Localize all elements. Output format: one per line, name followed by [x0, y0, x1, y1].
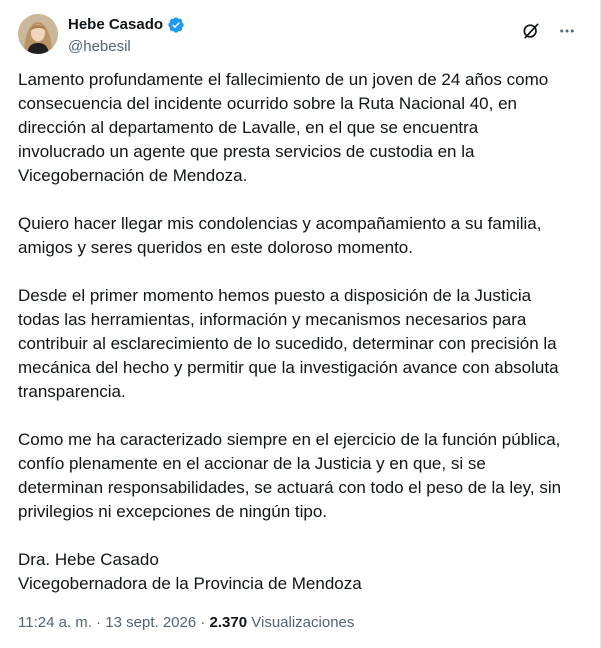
meta-separator: ·: [96, 614, 102, 631]
text-line: privilegios ni excepciones de ningún tipo.: [18, 502, 328, 521]
author-block: [68, 15, 185, 57]
text-line: contribuir al esclarecimiento de lo sucedido, determinar con precisión la: [18, 334, 557, 353]
signature-name: Dra. Hebe Casado: [18, 550, 159, 569]
author-handle[interactable]: @hebesil: [68, 38, 131, 55]
text-line: mecánica del hecho y permitir que la investigación avance con absoluta: [18, 358, 559, 377]
paragraph: [18, 428, 583, 524]
post-timestamp[interactable]: [18, 614, 196, 631]
post-actions: [516, 16, 582, 46]
avatar[interactable]: [18, 14, 58, 54]
post-meta: [18, 613, 354, 633]
text-line: Como me ha caracterizado siempre en el ejercicio de la función pública,: [18, 430, 561, 449]
text-line: Quiero hacer llegar mis condolencias y acompañamiento a su familia,: [18, 214, 542, 233]
text-line: transparencia.: [18, 382, 126, 401]
post-text: [18, 68, 583, 596]
text-line: consecuencia del incidente ocurrido sobre la Ruta Nacional 40, en: [18, 94, 517, 113]
grok-icon[interactable]: [516, 16, 546, 46]
text-line: amigos y seres queridos en este doloroso momento.: [18, 238, 413, 257]
paragraph: [18, 68, 583, 188]
post-date: 13 sept. 2026: [105, 614, 197, 631]
signature: [18, 548, 583, 596]
text-line: involucrado un agente que presta servicios de custodia en la: [18, 142, 475, 161]
signature-title: Vicegobernadora de la Provincia de Mendoza: [18, 574, 362, 593]
more-icon[interactable]: [552, 16, 582, 46]
author-display-name[interactable]: Hebe Casado: [68, 16, 164, 33]
text-line: todas las herramientas, información y mecanismos necesarios para: [18, 310, 527, 329]
views-count: 2.370: [209, 614, 248, 631]
text-line: dirección al departamento de Lavalle, en el que se encuentra: [18, 118, 479, 137]
text-line: Desde el primer momento hemos puesto a disposición de la Justicia: [18, 286, 532, 305]
post-time: 11:24 a. m.: [18, 614, 92, 631]
text-line: Lamento profundamente el fallecimiento de un joven de 24 años como: [18, 70, 549, 89]
paragraph: [18, 284, 583, 404]
text-line: determinan responsabilidades, se actuará con todo el peso de la ley, sin: [18, 478, 562, 497]
views-label: Visualizaciones: [251, 614, 355, 631]
paragraph: [18, 212, 583, 260]
text-line: confío plenamente en el accionar de la Justicia y en que, si se: [18, 454, 486, 473]
text-line: Vicegobernación de Mendoza.: [18, 166, 248, 185]
post-header: [18, 14, 582, 58]
meta-separator: ·: [200, 614, 206, 631]
verified-badge-icon: [167, 16, 185, 34]
